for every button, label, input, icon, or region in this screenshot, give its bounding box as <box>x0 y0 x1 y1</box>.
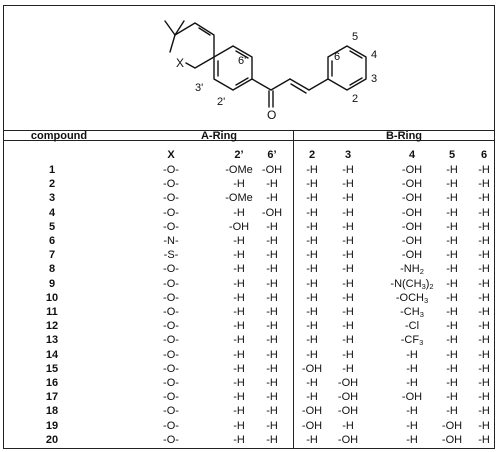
table-cell: -H <box>446 249 458 262</box>
table-cell: -O- <box>163 391 179 404</box>
compound-number: 13 <box>45 334 59 347</box>
table-cell: -H <box>446 320 458 333</box>
b-ring-double-3 <box>350 78 362 85</box>
table-cell: -OH <box>401 164 423 176</box>
a-ring <box>214 46 252 90</box>
table-cell: -H <box>306 433 318 446</box>
table-cell: -H <box>233 249 245 262</box>
table-cell: -H <box>342 178 354 191</box>
table-cell: -H <box>233 235 245 247</box>
table-cell: -H <box>342 206 354 219</box>
column-header: 6’ <box>267 149 277 161</box>
table-cell: $-CF_3$ <box>400 334 424 348</box>
table-cell: -O- <box>163 348 179 361</box>
table-cell: -H <box>306 178 318 191</box>
table-cell: -H <box>406 433 418 446</box>
table-cell: -H <box>266 249 278 262</box>
table-cell: -H <box>478 348 490 361</box>
column-header: 3 <box>344 149 352 161</box>
table-cell: -H <box>342 362 354 375</box>
table-cell: -OH <box>401 192 423 205</box>
table-cell: -OH <box>301 362 323 375</box>
table-cell: -H <box>406 348 418 361</box>
header-b-ring: B-Ring <box>385 130 423 142</box>
table-cell: -O- <box>163 433 179 446</box>
chalcone-structure <box>4 6 494 130</box>
table-cell: $-CH_3$ <box>400 306 424 319</box>
compound-number: 19 <box>45 419 59 432</box>
hetero-ring-to-c2 <box>170 35 175 52</box>
table-cell: -H <box>342 348 354 361</box>
table-cell: -H <box>406 362 418 375</box>
table-cell: -H <box>266 362 278 375</box>
table-cell: -OH <box>401 249 423 262</box>
table-cell: -O- <box>163 306 179 318</box>
table-cell: -H <box>478 164 490 176</box>
table-cell: -OH <box>337 433 359 446</box>
table-cell: -O- <box>163 362 179 375</box>
table-cell: -H <box>233 178 245 191</box>
table-cell: -OMe <box>225 164 253 176</box>
table-cell: -H <box>446 405 458 418</box>
table-cell: -H <box>266 220 278 233</box>
table-cell: -H <box>266 291 278 304</box>
table-cell: -H <box>446 220 458 233</box>
table-cell: -O- <box>163 320 179 333</box>
table-cell: -H <box>306 249 318 262</box>
table-cell: -H <box>266 348 278 361</box>
table-cell: -O- <box>163 405 179 418</box>
column-header: 2’ <box>234 149 244 161</box>
table-cell: -O- <box>163 164 179 176</box>
compound-number: 2 <box>48 178 56 191</box>
label-2prime: 2' <box>217 96 226 108</box>
table-cell: -H <box>266 320 278 333</box>
table-cell: -OH <box>228 220 250 233</box>
table-cell: -H <box>266 306 278 318</box>
table-cell: -H <box>306 391 318 404</box>
table-cell: -H <box>266 419 278 432</box>
table-cell: -OH <box>401 220 423 233</box>
table-cell: -OH <box>337 405 359 418</box>
table-cell: -OH <box>261 206 283 219</box>
table-cell: -H <box>233 334 245 347</box>
compound-number: 1 <box>48 164 56 176</box>
table-cell: -H <box>446 362 458 375</box>
table-cell: -H <box>342 306 354 318</box>
table-cell: -H <box>478 220 490 233</box>
compound-number: 8 <box>48 263 56 276</box>
label-x: X <box>176 56 185 70</box>
table-cell: -O- <box>163 377 179 389</box>
table-cell: -H <box>478 291 490 304</box>
label-6: 6 <box>334 51 341 63</box>
table-cell: -H <box>233 419 245 432</box>
table-cell: -H <box>478 192 490 205</box>
table-cell: -H <box>342 249 354 262</box>
table-cell: -H <box>266 235 278 247</box>
table-cell: -OH <box>337 391 359 404</box>
table-cell: -H <box>446 206 458 219</box>
methyl-1 <box>165 21 175 35</box>
table-cell: -O- <box>163 277 179 290</box>
compound-number: 10 <box>45 291 59 304</box>
table-cell: -H <box>446 263 458 276</box>
table-cell: -H <box>342 263 354 276</box>
enone-double-2 <box>291 84 306 93</box>
column-header: 5 <box>448 149 456 161</box>
table-cell: -OH <box>401 235 423 247</box>
table-cell: $-N(CH_3)_2$ <box>390 277 434 291</box>
bond-ring-carbonyl <box>252 79 271 90</box>
table-cell: $-OCH_3$ <box>395 291 429 305</box>
table-cell: -OH <box>301 405 323 418</box>
table-cell: -H <box>446 391 458 404</box>
table-cell: -O- <box>163 334 179 347</box>
table-cell: -H <box>233 377 245 389</box>
compound-number: 17 <box>45 391 59 404</box>
table-cell: -H <box>406 405 418 418</box>
table-cell: -H <box>266 263 278 276</box>
table-cell: -H <box>446 235 458 247</box>
label-4: 4 <box>371 49 378 61</box>
compound-number: 20 <box>45 433 59 446</box>
table-cell: -H <box>342 192 354 205</box>
table-cell: -H <box>306 306 318 318</box>
table-cell: -H <box>266 433 278 446</box>
table-cell: -H <box>233 391 245 404</box>
table-cell: -H <box>306 206 318 219</box>
ring-column-divider <box>293 130 294 448</box>
header-compound: compound <box>30 130 88 142</box>
table-cell: -OH <box>337 377 359 389</box>
table-cell: -H <box>446 277 458 290</box>
table-cell: -H <box>233 263 245 276</box>
enone-bond-1 <box>271 79 290 90</box>
b-ring-double-2 <box>350 51 362 58</box>
label-5: 5 <box>352 31 359 43</box>
label-carbonyl-oxygen: O <box>267 108 277 122</box>
table-cell: -H <box>406 419 418 432</box>
column-header: X <box>167 149 175 161</box>
table-cell: -H <box>266 192 278 205</box>
table-cell: -H <box>306 192 318 205</box>
table-cell: -H <box>478 391 490 404</box>
label-6prime: 6' <box>238 55 247 67</box>
table-cell: -H <box>306 164 318 176</box>
header-a-ring: A-Ring <box>200 130 238 142</box>
table-cell: -H <box>478 405 490 418</box>
table-cell: -H <box>233 291 245 304</box>
table-cell: -H <box>233 206 245 219</box>
table-cell: -H <box>342 235 354 247</box>
table-cell: -H <box>233 320 245 333</box>
column-header: 4 <box>408 149 416 161</box>
table-cell: -H <box>478 235 490 247</box>
table-cell: -H <box>446 291 458 304</box>
table-cell: -H <box>233 405 245 418</box>
table-cell: -H <box>266 405 278 418</box>
table-cell: -N- <box>163 235 179 247</box>
table-cell: -OH <box>401 206 423 219</box>
table-cell: -H <box>446 348 458 361</box>
compound-number: 7 <box>48 249 56 262</box>
label-3: 3 <box>371 73 378 85</box>
table-cell: -OH <box>441 433 463 446</box>
compound-number: 4 <box>48 206 56 219</box>
table-cell: -H <box>446 377 458 389</box>
table-cell: -O- <box>163 263 179 276</box>
table-cell: $-NH_2$ <box>400 263 424 277</box>
table-cell: -H <box>342 419 354 432</box>
table-cell: -H <box>446 334 458 347</box>
table-cell: -H <box>478 377 490 389</box>
compound-number: 9 <box>48 277 56 290</box>
table-cell: -H <box>266 391 278 404</box>
table-cell: -O- <box>163 419 179 432</box>
table-cell: -H <box>478 362 490 375</box>
structure-drawing <box>4 6 494 130</box>
table-cell: -H <box>306 263 318 276</box>
compound-number: 11 <box>46 306 58 318</box>
table-cell: -H <box>342 164 354 176</box>
table-cell: -H <box>478 277 490 290</box>
table-cell: -H <box>342 220 354 233</box>
table-cell: -H <box>446 306 458 318</box>
table-cell: -H <box>342 334 354 347</box>
table-cell: -H <box>342 320 354 333</box>
table-cell: -H <box>406 377 418 389</box>
table-cell: -O- <box>163 291 179 304</box>
table-cell: -S- <box>163 249 179 262</box>
compound-number: 6 <box>48 235 56 247</box>
table-cell: -H <box>478 306 490 318</box>
table-cell: -H <box>306 277 318 290</box>
table-cell: -O- <box>163 220 179 233</box>
table-cell: -OH <box>301 419 323 432</box>
table-cell: -H <box>478 206 490 219</box>
compound-number: 14 <box>45 348 59 361</box>
table-cell: -H <box>478 249 490 262</box>
table-cell: -H <box>342 277 354 290</box>
table-cell: -OH <box>401 391 423 404</box>
table-cell: -H <box>306 334 318 347</box>
table-cell: -Cl <box>404 320 420 333</box>
table-cell: -H <box>306 348 318 361</box>
compound-number: 15 <box>45 362 59 375</box>
table-cell: -H <box>306 220 318 233</box>
table-cell: -H <box>233 348 245 361</box>
table-cell: -OH <box>441 419 463 432</box>
table-cell: -H <box>446 192 458 205</box>
table-cell: -O- <box>163 192 179 205</box>
table-cell: -H <box>478 320 490 333</box>
compound-number: 3 <box>48 192 56 205</box>
table-cell: -H <box>342 291 354 304</box>
compound-number: 16 <box>45 377 59 389</box>
figure-frame <box>3 5 495 449</box>
table-cell: -H <box>266 334 278 347</box>
table-cell: -H <box>478 334 490 347</box>
column-header: 6 <box>480 149 488 161</box>
label-2: 2 <box>352 93 359 105</box>
table-cell: -H <box>446 178 458 191</box>
bond-to-b-ring <box>309 79 328 90</box>
table-cell: -H <box>306 320 318 333</box>
table-cell: -H <box>266 277 278 290</box>
table-cell: -H <box>233 277 245 290</box>
compound-number: 12 <box>45 320 59 333</box>
table-cell: -H <box>233 433 245 446</box>
compound-number: 18 <box>45 405 59 418</box>
table-cell: -OH <box>261 164 283 176</box>
table-cell: -H <box>266 178 278 191</box>
table-cell: -H <box>266 377 278 389</box>
table-cell: -H <box>446 164 458 176</box>
table-cell: -H <box>478 178 490 191</box>
table-cell: -H <box>306 235 318 247</box>
table-cell: -H <box>478 263 490 276</box>
table-cell: -O- <box>163 206 179 219</box>
label-3prime: 3' <box>195 82 204 94</box>
table-cell: -H <box>233 306 245 318</box>
compound-number: 5 <box>48 220 56 233</box>
table-cell: -H <box>306 377 318 389</box>
table-cell: -OMe <box>225 192 253 205</box>
table-cell: -H <box>478 419 490 432</box>
a-ring-double-3 <box>236 78 248 85</box>
table-cell: -O- <box>163 178 179 191</box>
column-header: 2 <box>308 149 316 161</box>
table-cell: -H <box>233 362 245 375</box>
table-cell: -OH <box>401 178 423 191</box>
table-cell: -H <box>478 433 490 446</box>
table-cell: -H <box>306 291 318 304</box>
